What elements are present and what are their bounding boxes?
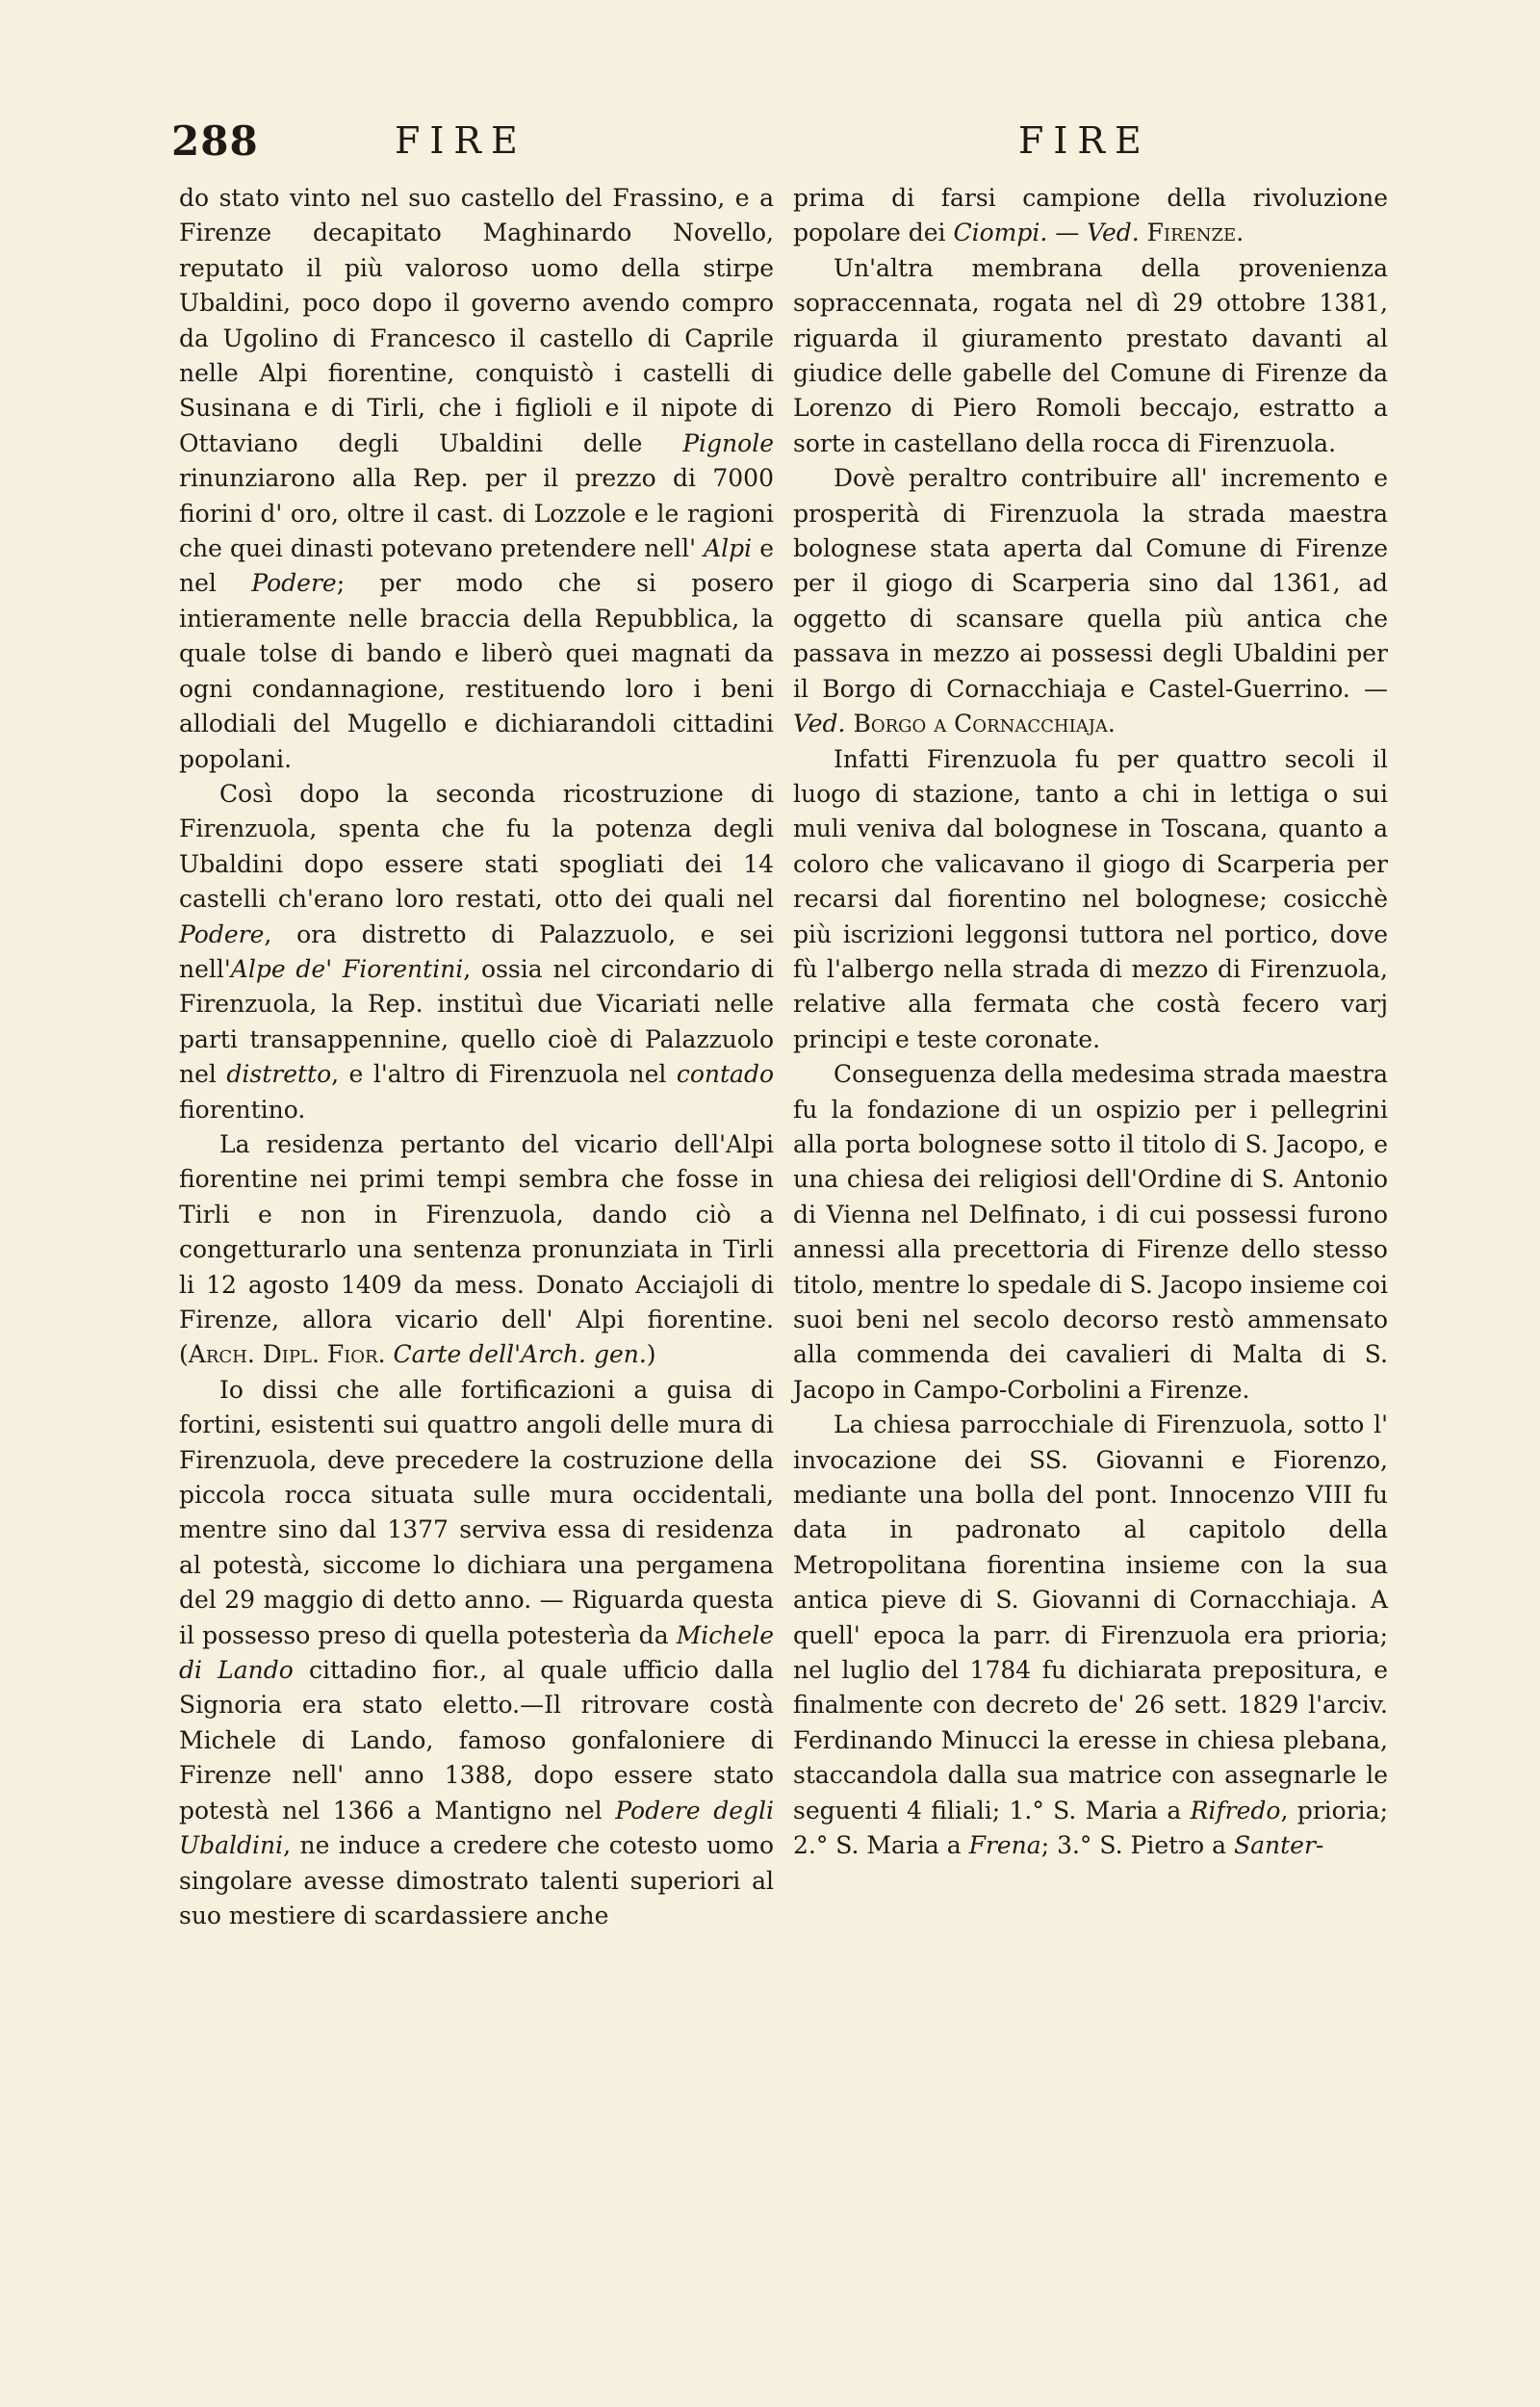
paragraph [793, 1408, 1388, 1863]
text-run: Conseguenza della medesima strada maestra fu la fondazione di un ospizio per i pellegrini alla porta bolognese sotto il titolo di S. Jacopo, e una chiesa dei religiosi dell'Ordine di S. Antonio di Vienna nel Delfinato, i di cui possessi furono annessi alla precettoria di Firenze dello stesso titolo, mentre lo spedale di S. Jacopo insieme coi suoi beni nel secolo decorso restò ammensato alla commenda dei cavalieri di Malta di S. Jacopo in Campo-Corbolini a Firenze. [793, 1060, 1388, 1404]
text-run: Così dopo la seconda ricostruzione di Firenzuola, spenta che fu la potenza degli Ubaldini dopo essere stati spogliati dei 14 castelli ch'erano loro restati, otto dei quali nel [179, 779, 774, 914]
text-run: La residenza pertanto del vicario dell'Alpi fiorentine nei primi tempi sembra che fosse in Tirli e non in Firenzuola, dando ciò a congetturarlo una sentenza pronunziata in Tirli li 12 agosto 1409 da mess. Donato Acciajoli di Firenze, allora vicario dell' Alpi fiorentine. ( [179, 1129, 774, 1369]
small-caps-text: Borgo a Cornacchiaja. [853, 710, 1116, 738]
paragraph [793, 251, 1388, 461]
text-run: Io dissi che alle fortificazioni a guisa di fortini, esistenti sui quattro angoli delle mura di Firenzuola, deve precedere la costruzione della piccola rocca situata sulle mura occidentali, mentre sino dal 1377 serviva essa di residenza al potestà, siccome lo dichiara una pergamena del 29 maggio di detto anno. — Riguarda questa il possesso preso di quella potesterìa da [179, 1375, 774, 1649]
italic-text: Santer- [1233, 1831, 1324, 1860]
paragraph [793, 1057, 1388, 1408]
italic-text: contado [676, 1060, 775, 1089]
text-run: fiorentino. [179, 1095, 306, 1124]
italic-text: Frena [968, 1831, 1041, 1860]
text-run: — [1047, 219, 1088, 247]
text-run: La chiesa parrocchiale di Firenzuola, sotto l' invocazione dei SS. Giovanni e Fiorenzo, mediante una bolla del pont. Innocenzo VIII fu data in padronato al capitolo della Metropolitana fiorentina insieme con la sua antica pieve di S. Giovanni di Cornacchiaja. A quell' epoca la parr. di Firenzuola era prioria; nel luglio del 1784 fu dichiarata prepositura, e finalmente con decreto de' 26 sett. 1829 l'arciv. Ferdinando Minucci la eresse in chiesa plebana, staccandola dalla sua matrice con assegnarle le seguenti 4 filiali; 1.° S. Maria a [793, 1411, 1388, 1825]
paragraph [179, 777, 774, 1127]
italic-text: Ved. [1087, 219, 1140, 247]
text-run: e nel [179, 534, 774, 598]
italic-text: Ved. [793, 710, 846, 738]
text-run [1140, 219, 1147, 246]
right-text-column [793, 181, 1388, 1864]
italic-text: distretto [226, 1060, 332, 1089]
small-caps-text: Arch. Dipl. Fior. [188, 1340, 386, 1369]
italic-text: Ciompi. [953, 219, 1048, 247]
left-text-column [179, 181, 774, 1933]
text-run: Infatti Firenzuola fu per quattro secoli il luogo di stazione, tanto a chi in lettiga o sui muli veniva dal bolognese in Toscana, quanto a coloro che valicavano il giogo di Scarperia per recarsi dal fiorentino nel bolognese; cosicchè più iscrizioni leggonsi tuttora nel portico, dove fù l'albergo nella strada di mezzo di Firenzuola, relative alla fermata che costà fecero varj principi e teste coronate. [793, 744, 1388, 1053]
paragraph [179, 1127, 774, 1373]
text-run: rinunziarono alla Rep. per il prezzo di 7000 fiorini d' oro, oltre il cast. di Lozzole e le ragioni che quei dinasti potevano pretendere nell' [179, 464, 774, 563]
text-run: , ne induce a credere che cotesto uomo singolare avesse dimostrato talenti superiori al suo mestiere di scardassiere anche [179, 1831, 774, 1929]
running-head-right: FIRE [1018, 119, 1151, 162]
text-run: ; per modo che si posero intieramente nelle braccia della Repubblica, la quale tolse di bando e liberò quei magnati da ogni condannagione, restituendo loro i beni allodiali del Mugello e dichiarandoli cittadini popolani. [179, 569, 774, 773]
text-run: do stato vinto nel suo castello del Frassino, e a Firenze decapitato Maghinardo Novello, reputato il più valoroso uomo della stirpe Ubaldini, poco dopo il governo avendo compro da Ugolino di Francesco il castello di Caprile nelle Alpi fiorentine, conquistò i castelli di Susinana e di Tirli, che i figlioli e il nipote di Ottaviano degli Ubaldini delle [179, 184, 774, 457]
text-run: ; 3.° S. Pietro a [1040, 1831, 1234, 1860]
paragraph [793, 181, 1388, 251]
text-run: ) [646, 1340, 656, 1369]
text-run: , ossia nel circondario di Firenzuola, la Rep. instituì due Vicariati nelle parti transappennine, quello cioè di Palazzuolo nel [179, 954, 774, 1089]
page-number: 288 [171, 117, 259, 165]
italic-text: Carte dell'Arch. gen. [393, 1340, 647, 1369]
text-run: , ora distretto di Palazzuolo, e sei nell' [179, 919, 774, 983]
italic-text: Podere [251, 569, 337, 598]
text-run: , e l'altro di Firenzuola nel [331, 1060, 677, 1089]
text-run: Dovè peraltro contribuire all' incremento e prosperità di Firenzuola la strada maestra bolognese stata aperta dal Comune di Firenze per il giogo di Scarperia sino dal 1361, ad oggetto di scansare quella più antica che passava in mezzo ai possessi degli Ubaldini per il Borgo di Cornacchiaja e Castel-Guerrino. — [793, 464, 1388, 703]
paragraph [793, 742, 1388, 1058]
paragraph [179, 181, 774, 777]
text-run: cittadino fior., al quale ufficio dalla Signoria era stato eletto.—Il ritrovare costà Michele di Lando, famoso gonfaloniere di Firenze nell' anno 1388, dopo essere stato potestà nel 1366 a Mantigno nel [179, 1656, 775, 1825]
italic-text: Michele di Lando [179, 1620, 774, 1685]
italic-text: Alpi [704, 534, 753, 563]
text-run: prima di farsi campione della rivoluzione popolare dei [793, 184, 1388, 247]
text-run: , prioria; 2.° S. Maria a [793, 1796, 1388, 1860]
italic-text: Alpe de' Fiorentini [230, 954, 464, 983]
paragraph [179, 1373, 774, 1934]
italic-text: Pignole [682, 428, 774, 457]
paragraph [793, 461, 1388, 741]
running-head-left: FIRE [395, 119, 527, 162]
text-run [386, 1340, 394, 1368]
italic-text: Rifredo [1190, 1796, 1281, 1825]
italic-text: Podere degli Ubaldini [179, 1796, 774, 1860]
italic-text: Podere [179, 919, 265, 948]
text-run: Un'altra membrana della provenienza sopraccennata, rogata nel dì 29 ottobre 1381, riguarda il giuramento prestato davanti al giudice delle gabelle del Comune di Firenze da Lorenzo di Piero Romoli beccajo, estratto a sorte in castellano della rocca di Firenzuola. [793, 253, 1388, 457]
small-caps-text: Firenze. [1146, 219, 1245, 247]
